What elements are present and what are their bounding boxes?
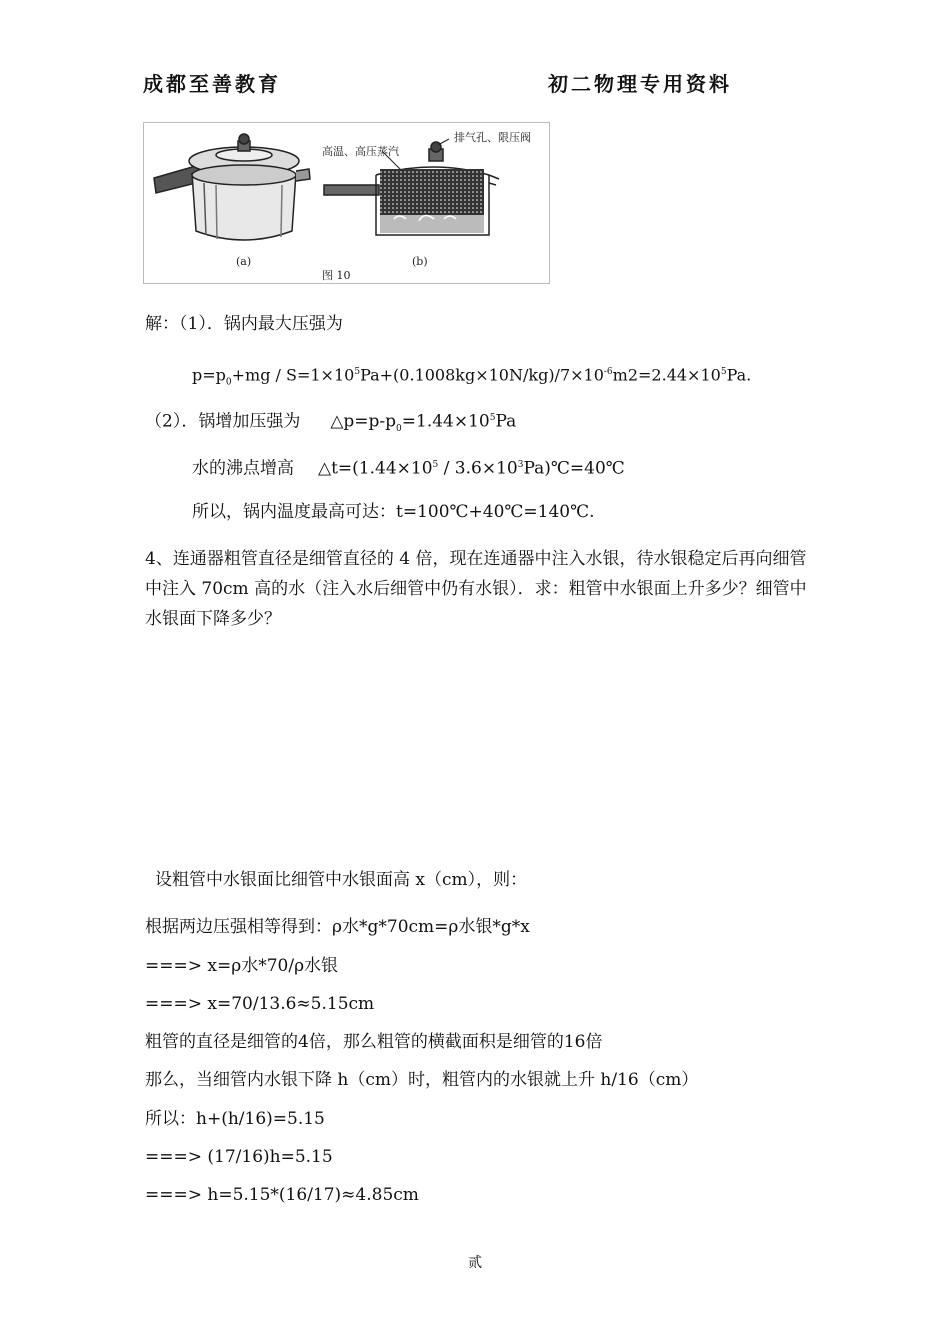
solution-line-3 — [192, 455, 625, 479]
l2-a: △p=p-p — [330, 411, 397, 432]
l3-label: 水的沸点增高 — [192, 458, 294, 479]
answer-line-1: 设粗管中水银面比细管中水银面高 x（cm），则： — [155, 870, 528, 890]
label-steam: 高温、高压蒸汽 — [322, 145, 399, 158]
cooker-a — [154, 134, 310, 240]
l1-c: Pa+(0.1008kg×10N/kg)/7×10 — [360, 365, 604, 385]
l1-a: p=p — [192, 365, 226, 385]
solution-line-2 — [145, 408, 516, 439]
l3-sup2: 3 — [517, 460, 524, 470]
solution-line-1 — [192, 362, 751, 393]
l2-b: =1.44×10 — [401, 411, 490, 432]
header-left: 成都至善教育 — [143, 72, 281, 96]
l2-label: （2）．锅增加压强为 — [145, 411, 301, 432]
answer-line-5: 粗管的直径是细管的4倍，那么粗管的横截面积是细管的16倍 — [145, 1032, 603, 1052]
answer-line-3: ===> x=ρ水*70/ρ水银 — [145, 956, 339, 976]
label-valve: 排气孔、限压阀 — [454, 131, 531, 144]
answer-line-2: 根据两边压强相等得到：ρ水*g*70cm=ρ水银*g*x — [145, 917, 530, 937]
l3-sup1: 5 — [432, 460, 439, 470]
answer-line-7: 所以：h+(h/16)=5.15 — [145, 1109, 325, 1129]
answer-line-9: ===> h=5.15*(16/17)≈4.85cm — [145, 1185, 419, 1205]
l1-sup3: 5 — [720, 367, 727, 377]
l2-sup: 5 — [489, 413, 496, 423]
label-b: (b) — [412, 255, 428, 268]
pressure-cooker-illustration — [144, 123, 549, 283]
figure-caption: 图 10 — [322, 269, 351, 282]
solution-title: 解：（1）．锅内最大压强为 — [145, 314, 343, 334]
answer-line-8: ===> (17/16)h=5.15 — [145, 1147, 333, 1167]
l1-sup2: -6 — [603, 367, 613, 377]
l1-sub: 0 — [225, 377, 232, 388]
answer-line-4: ===> x=70/13.6≈5.15cm — [145, 994, 375, 1014]
header-right: 初二物理专用资料 — [548, 72, 732, 96]
l2-sub: 0 — [396, 424, 402, 435]
solution-line-4: 所以，锅内温度最高可达：t=100℃+40℃=140℃. — [192, 502, 595, 522]
l2-c: Pa — [495, 411, 517, 432]
question-4: 4、连通器粗管直径是细管直径的 4 倍，现在连通器中注入水银，待水银稳定后再向细管中注入 70cm 高的水（注入水后细管中仍有水银）．求：粗管中水银面上升多少？细管中水银面下降多少？ — [145, 549, 807, 629]
l3-c: Pa)℃=40℃ — [523, 458, 625, 479]
l1-sup1: 5 — [354, 367, 361, 377]
answer-line-6: 那么，当细管内水银下降 h（cm）时，粗管内的水银就上升 h/16（cm） — [145, 1070, 699, 1090]
l1-e: Pa. — [726, 365, 752, 385]
label-a: (a) — [236, 255, 252, 268]
l1-b: +mg / S=1×10 — [231, 365, 355, 385]
pressure-cooker-figure — [143, 122, 550, 284]
l1-d: m2=2.44×10 — [612, 365, 721, 385]
page-number: 贰 — [468, 1255, 482, 1271]
l3-a: △t=(1.44×10 — [318, 458, 433, 479]
l3-b: / 3.6×10 — [438, 458, 518, 479]
